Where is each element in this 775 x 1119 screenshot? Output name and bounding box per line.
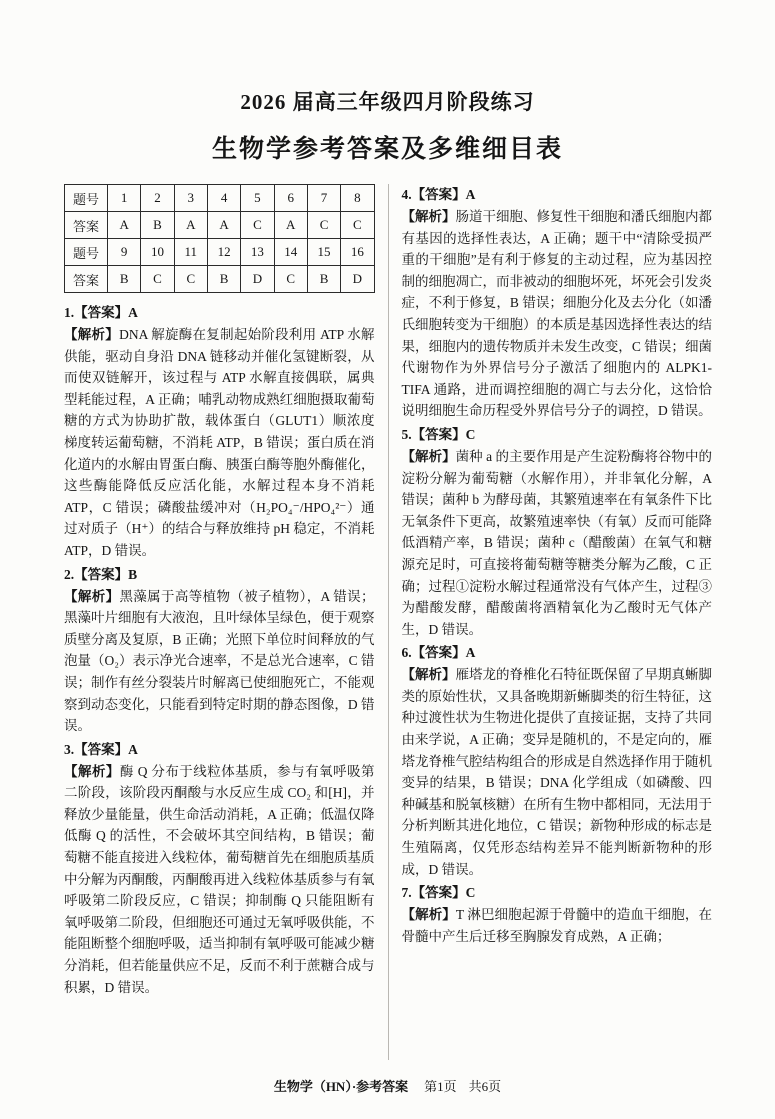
answer-table-row-3 [65, 239, 375, 266]
analysis-label: 【解析】 [64, 763, 120, 779]
analysis-label: 【解析】 [401, 907, 456, 923]
table-cell: C [274, 266, 307, 293]
analysis-text: 肠道干细胞、修复性干细胞和潘氏细胞内都有基因的选择性表达，A 正确；题干中“清除受损严重的干细胞”是有利于修复的主动过程，应为基因控制的细胞凋亡，而非被动的细胞坏死，坏死会引发炎症，不利于修复，B 错误；细胞分化及去分化（如潘氏细胞转变为干细胞）的本质是基因选择性表达的结果，细胞内的遗传物质并未发生改变，C 错误；细菌代谢物作为外界信号分子激活了细胞内的 ALPK1-TIFA 通路，进而调控细胞的凋亡与去分化，这恰恰说明细胞生命历程受外界信号分子的调控，D 错误。 [401, 209, 712, 419]
table-cell: A [274, 212, 307, 239]
analysis-label: 【解析】 [401, 448, 456, 464]
table-cell: C [241, 212, 274, 239]
document-header [0, 86, 775, 165]
item-number: 5. [401, 426, 412, 442]
answer-label: 【答案】 [74, 741, 129, 757]
analysis-text: 雁塔龙的脊椎化石特征既保留了早期真蜥脚类的原始性状，又具备晚期新蜥脚类的衍生特征，这种过渡性状为生物进化提供了直接证据，支持了共同由来学说，A 正确；变异是随机的，不是定向的，雁塔龙脊椎气腔结构组合的形成是自然选择作用于随机变异的结果，B 错误；DNA 化学组成（如磷酸、四种碱基和脱氧核糖）在所有生物中都相同，无法用于分析判断其进化地位，C 错误；新物种形成的标志是生殖隔离，仅凭形态结构差异不能判断新物种的形成，D 错误。 [401, 667, 712, 877]
table-cell: 题号 [65, 239, 108, 266]
answer-label: 【答案】 [74, 566, 129, 582]
answer-item-2 [64, 564, 375, 737]
table-cell: A [108, 212, 141, 239]
item-3-answer-line [64, 739, 375, 761]
table-cell: 4 [207, 185, 240, 212]
answer-label: 【答案】 [411, 645, 466, 661]
item-5-answer-line [402, 424, 713, 446]
table-cell: D [341, 266, 374, 293]
answer-table-row-2 [65, 212, 375, 239]
answer-value: A [465, 645, 476, 661]
page-footer [0, 1076, 775, 1095]
answer-item-5 [402, 424, 713, 640]
item-2-answer-line [64, 564, 375, 586]
answer-label: 【答案】 [411, 187, 466, 202]
item-5-analysis [402, 446, 713, 640]
answer-value: C [465, 885, 476, 901]
item-number: 7. [401, 885, 412, 901]
table-cell: 9 [108, 239, 141, 266]
two-column-content [64, 184, 712, 1060]
answer-label: 【答案】 [411, 885, 466, 901]
answer-value: C [465, 426, 476, 442]
analysis-text: 菌种 a 的主要作用是产生淀粉酶将谷物中的淀粉分解为葡萄糖（水解作用），并非氧化分解，A 错误；菌种 b 为酵母菌，其繁殖速率在有氧条件下比无氧条件下更高，故繁殖速率快（有氧）反而可能降低酒精产率，B 错误；菌种 c（醋酸菌）在氧气和糖源充足时，可直接将葡萄糖等糖类分解为乙酸，C 正确；过程①淀粉水解过程通常没有气体产生，过程③为醋酸发酵，醋酸菌将酒精氧化为乙酸时无气体产生，D 错误。 [401, 448, 713, 637]
item-3-analysis [64, 761, 375, 999]
table-cell: 题号 [65, 185, 108, 212]
item-number: 3. [64, 741, 75, 757]
analysis-text: 酶 Q 分布于线粒体基质，参与有氧呼吸第二阶段，该阶段丙酮酸与水反应生成 CO₂ 和[H]，并释放少量能量，供生命活动消耗，A 正确；低温仅降低酶 Q 的活性，不会破坏其空间结构，B 错误；葡萄糖不能直接进入线粒体，葡萄糖首先在细胞质基质中分解为丙酮酸，丙酮酸再进入线粒体基质参与有氧呼吸第二阶段反应，C 错误；抑制酶 Q 只能阻断有氧呼吸第二阶段，但细胞还可通过无氧呼吸供能，不能阻断整个细胞呼吸，适当抑制有氧呼吸可能减少糖分消耗，但若能量供应不足，反而不利于蔗糖合成与积累，D 错误。 [64, 763, 375, 995]
table-cell: 答案 [65, 266, 108, 293]
title-line-1: 2026 届高三年级四月阶段练习 [240, 90, 535, 114]
title-line-2: 生物学参考答案及多维细目表 [211, 136, 563, 163]
answer-item-4 [402, 184, 713, 422]
table-cell: 5 [241, 185, 274, 212]
table-cell: B [141, 212, 174, 239]
table-cell: 10 [141, 239, 174, 266]
analysis-text: T 淋巴细胞起源于骨髓中的造血干细胞，在骨髓中产生后迁移至胸腺发育成熟，A 正确； [401, 907, 712, 944]
answer-item-6 [402, 642, 713, 880]
answer-label: 【答案】 [411, 426, 466, 442]
item-7-analysis [402, 904, 713, 947]
table-cell: 12 [207, 239, 240, 266]
item-number: 1. [64, 305, 75, 320]
table-cell: C [341, 212, 374, 239]
item-1-analysis [64, 324, 375, 562]
item-1-answer-line [64, 302, 375, 324]
answer-table-row-4 [65, 266, 375, 293]
answer-value: A [128, 305, 138, 320]
table-cell: 11 [174, 239, 207, 266]
analysis-text: DNA 解旋酶在复制起始阶段利用 ATP 水解供能，驱动自身沿 DNA 链移动并催化氢键断裂，从而使双链解开，该过程与 ATP 水解直接偶联，属典型耗能过程，A 正确；哺乳动物成熟红细胞摄取葡萄糖的方式为协助扩散，载体蛋白（GLUT1）顺浓度梯度转运葡萄糖，不消耗 ATP，B 错误；蛋白质在消化道内的水解由胃蛋白酶、胰蛋白酶等胞外酶催化，这些酶能降低反应活化能，水解过程本身不消耗 ATP，C 错误；磷酸盐缓冲对（H₂PO₄⁻/HPO₄²⁻）通过对质子（H⁺）的结合与释放维持 pH 稳定，不消耗 ATP，D 错误。 [64, 327, 375, 558]
analysis-label: 【解析】 [64, 327, 120, 342]
table-cell: C [141, 266, 174, 293]
table-cell: 14 [274, 239, 307, 266]
item-6-analysis [402, 664, 713, 880]
answer-value: B [128, 566, 138, 582]
table-cell: 16 [341, 239, 374, 266]
table-cell: B [307, 266, 340, 293]
footer-total-pages: 共6页 [468, 1079, 502, 1094]
right-column [388, 184, 713, 1060]
item-6-answer-line [402, 642, 713, 664]
answer-value: A [465, 187, 476, 202]
answer-table-row-1 [65, 185, 375, 212]
table-cell: 1 [108, 185, 141, 212]
footer-subject-label: 生物学（HN）·参考答案 [273, 1079, 409, 1094]
answer-item-1 [64, 302, 375, 562]
table-cell: C [307, 212, 340, 239]
table-cell: 6 [274, 185, 307, 212]
table-cell: A [174, 212, 207, 239]
item-number: 6. [401, 645, 412, 661]
answer-value: A [128, 741, 138, 757]
analysis-label: 【解析】 [64, 588, 120, 604]
table-cell: D [241, 266, 274, 293]
item-number: 2. [64, 566, 75, 582]
table-cell: 8 [341, 185, 374, 212]
table-cell: 答案 [65, 212, 108, 239]
table-cell: B [207, 266, 240, 293]
table-cell: 7 [307, 185, 340, 212]
answer-item-7 [402, 882, 713, 947]
answer-item-3 [64, 739, 375, 999]
analysis-label: 【解析】 [401, 667, 456, 683]
footer-page-number: 第1页 [424, 1079, 457, 1094]
answer-label: 【答案】 [74, 305, 129, 320]
table-cell: 13 [241, 239, 274, 266]
item-number: 4. [401, 187, 412, 202]
table-cell: 3 [174, 185, 207, 212]
answer-table [64, 184, 375, 293]
item-4-analysis [402, 206, 713, 422]
table-cell: B [108, 266, 141, 293]
analysis-label: 【解析】 [401, 209, 456, 224]
table-cell: C [174, 266, 207, 293]
item-4-answer-line [402, 184, 713, 206]
item-7-answer-line [402, 882, 713, 904]
analysis-text: 黑藻属于高等植物（被子植物），A 错误；黑藻叶片细胞有大液泡，且叶绿体呈绿色，便于观察质壁分离及复原，B 正确；光照下单位时间释放的气泡量（O₂）表示净光合速率，不是总光合速率，C 错误；制作有丝分裂装片时解离已使细胞死亡，不能观察到动态变化，只能看到特定时期的静态图像，D 错误。 [64, 588, 375, 734]
table-cell: 15 [307, 239, 340, 266]
table-cell: 2 [141, 185, 174, 212]
item-2-analysis [64, 586, 375, 737]
table-cell: A [207, 212, 240, 239]
left-column [64, 184, 388, 1060]
